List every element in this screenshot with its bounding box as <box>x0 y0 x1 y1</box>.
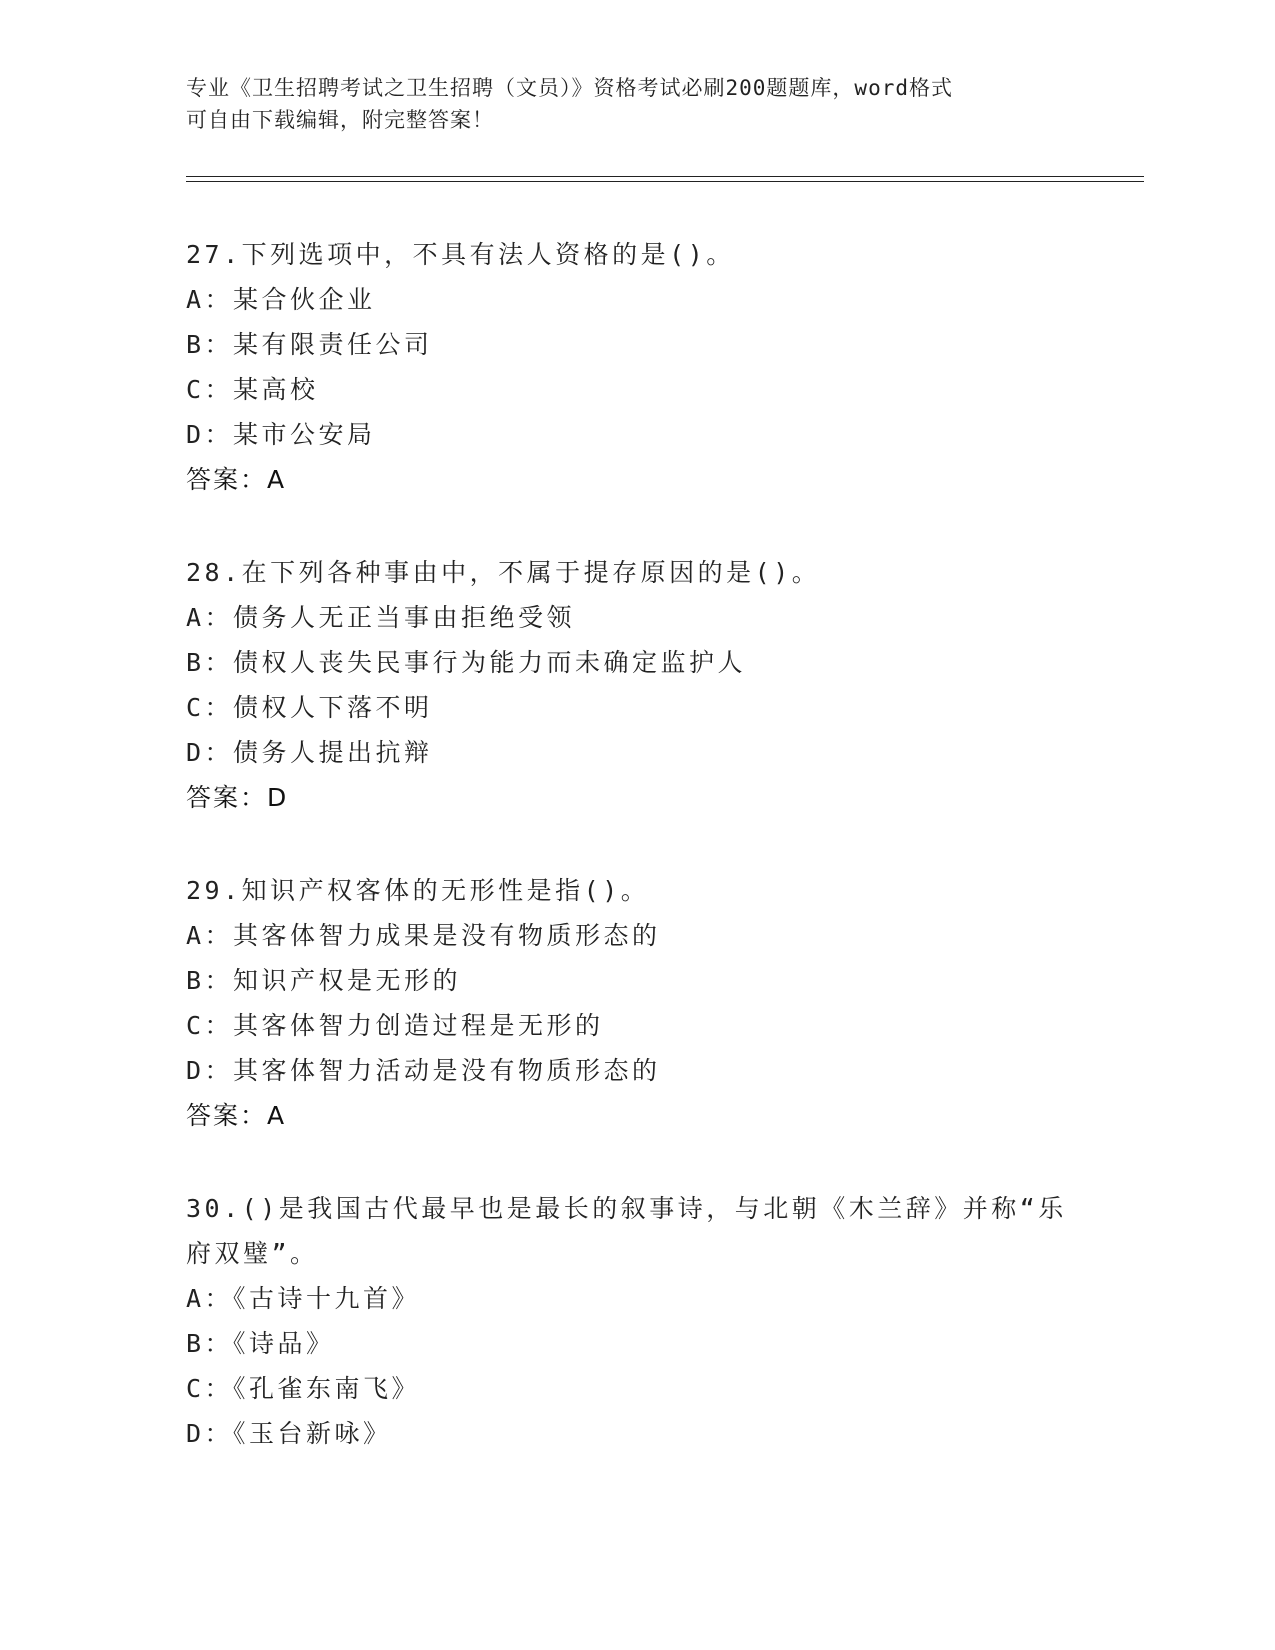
question-29 <box>186 868 1086 1138</box>
document-header <box>186 72 1086 136</box>
option-b: B：知识产权是无形的 <box>186 966 462 995</box>
option-b: B：债权人丧失民事行为能力而未确定监护人 <box>186 648 747 677</box>
option-c: C：债权人下落不明 <box>186 693 433 722</box>
header-divider-bottom <box>186 181 1144 182</box>
option-d: D：其客体智力活动是没有物质形态的 <box>186 1056 661 1085</box>
header-line-2: 可自由下载编辑，附完整答案！ <box>186 108 494 132</box>
option-a: A：债务人无正当事由拒绝受领 <box>186 603 576 632</box>
question-stem: 29.知识产权客体的无形性是指()。 <box>186 876 650 905</box>
option-d: D：某市公安局 <box>186 420 376 449</box>
option-c: C：某高校 <box>186 375 319 404</box>
question-stem: 30.()是我国古代最早也是最长的叙事诗，与北朝《木兰辞》并称“乐府双璧”。 <box>186 1194 1067 1268</box>
question-27 <box>186 232 1086 502</box>
option-a: A：某合伙企业 <box>186 285 376 314</box>
option-c: C：其客体智力创造过程是无形的 <box>186 1011 604 1040</box>
question-stem: 27.下列选项中，不具有法人资格的是()。 <box>186 240 735 269</box>
question-30 <box>186 1186 1086 1456</box>
option-c: C：《孔雀东南飞》 <box>186 1374 421 1403</box>
question-28 <box>186 550 1086 820</box>
option-a: A：其客体智力成果是没有物质形态的 <box>186 921 661 950</box>
option-d: D：《玉台新咏》 <box>186 1419 392 1448</box>
answer-line: 答案：A <box>186 465 287 494</box>
header-divider-top <box>186 176 1144 177</box>
answer-line: 答案：A <box>186 1101 287 1130</box>
option-b: B：某有限责任公司 <box>186 330 433 359</box>
option-d: D：债务人提出抗辩 <box>186 738 433 767</box>
question-stem: 28.在下列各种事由中，不属于提存原因的是()。 <box>186 558 821 587</box>
option-b: B：《诗品》 <box>186 1329 335 1358</box>
question-list <box>186 232 1086 1504</box>
option-a: A：《古诗十九首》 <box>186 1284 421 1313</box>
header-line-1: 专业《卫生招聘考试之卫生招聘（文员）》资格考试必刷200题题库，word格式 <box>186 76 953 100</box>
answer-line: 答案：D <box>186 783 289 812</box>
